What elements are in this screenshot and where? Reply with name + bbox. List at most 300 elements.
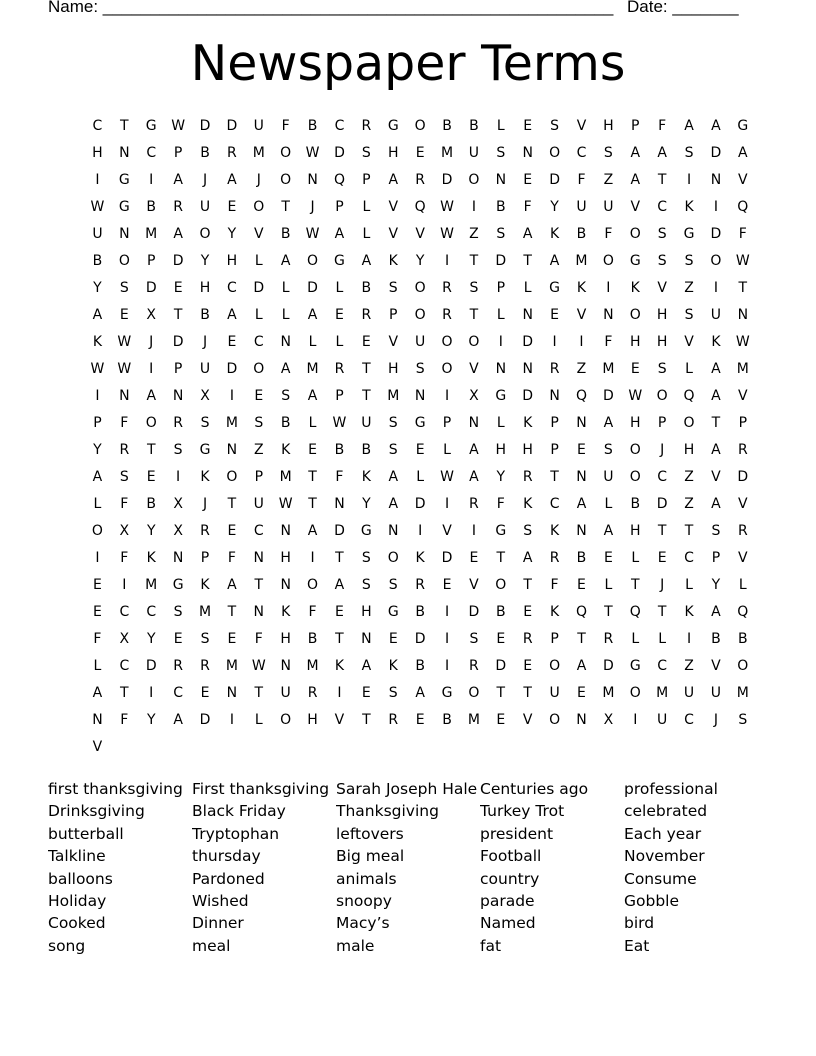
- grid-letter: P: [93, 415, 102, 431]
- grid-letter: N: [576, 523, 587, 539]
- grid-letter: S: [361, 550, 371, 566]
- word-list-item: Big meal: [336, 847, 405, 866]
- grid-letter: E: [496, 631, 506, 647]
- grid-letter: B: [200, 145, 210, 161]
- grid-letter: L: [93, 658, 102, 674]
- grid-letter: T: [657, 604, 667, 620]
- grid-letter: N: [253, 604, 265, 620]
- grid-letter: O: [549, 712, 561, 728]
- grid-letter: O: [629, 307, 641, 323]
- grid-letter: F: [523, 199, 532, 215]
- grid-letter: K: [549, 226, 560, 242]
- grid-letter: J: [256, 172, 261, 188]
- grid-letter: I: [713, 199, 718, 215]
- grid-letter: G: [387, 604, 399, 620]
- grid-letter: J: [202, 334, 208, 350]
- grid-letter: S: [361, 145, 371, 161]
- grid-letter: B: [738, 631, 748, 647]
- grid-letter: S: [119, 280, 129, 296]
- grid-letter: N: [280, 577, 291, 593]
- grid-letter: L: [443, 442, 451, 458]
- grid-letter: B: [469, 118, 479, 134]
- grid-letter: H: [307, 712, 318, 728]
- grid-letter: P: [389, 307, 398, 323]
- grid-letter: T: [604, 604, 613, 620]
- grid-letter: P: [254, 469, 264, 485]
- grid-letter: N: [710, 172, 722, 188]
- grid-letter: E: [523, 172, 533, 188]
- grid-letter: B: [334, 442, 345, 458]
- grid-letter: I: [176, 469, 181, 485]
- word-list-item: leftovers: [336, 824, 404, 843]
- worksheet-header: [48, 0, 748, 19]
- word-list-item: Tryptophan: [192, 824, 280, 843]
- grid-letter: S: [738, 712, 748, 728]
- grid-letter: T: [254, 685, 264, 701]
- grid-letter: P: [200, 550, 210, 566]
- grid-letter: V: [469, 361, 479, 377]
- grid-letter: O: [602, 253, 614, 269]
- grid-letter: L: [496, 307, 505, 323]
- grid-letter: D: [737, 469, 749, 485]
- grid-letter: E: [523, 604, 533, 620]
- grid-letter: Y: [362, 496, 371, 512]
- grid-letter: H: [387, 361, 399, 377]
- grid-letter: S: [469, 280, 479, 296]
- grid-letter: S: [119, 469, 129, 485]
- grid-letter: H: [629, 523, 641, 539]
- grid-letter: H: [226, 253, 238, 269]
- grid-letter: G: [629, 658, 641, 674]
- grid-letter: U: [199, 361, 211, 377]
- grid-letter: Y: [146, 631, 156, 647]
- grid-letter: M: [145, 577, 158, 593]
- grid-letter: K: [281, 604, 291, 620]
- word-list-item: Consume: [624, 869, 697, 888]
- grid-letter: K: [711, 334, 721, 350]
- grid-letter: C: [146, 604, 157, 620]
- grid-letter: G: [737, 118, 749, 134]
- grid-letter: Y: [227, 226, 237, 242]
- grid-letter: V: [254, 226, 264, 242]
- grid-letter: H: [387, 145, 399, 161]
- grid-letter: M: [306, 658, 319, 674]
- grid-letter: B: [415, 604, 425, 620]
- grid-letter: F: [308, 604, 317, 620]
- grid-letter: V: [738, 550, 748, 566]
- grid-letter: J: [713, 712, 718, 728]
- grid-letter: Y: [415, 253, 425, 269]
- grid-letter: I: [444, 253, 450, 269]
- grid-letter: A: [657, 145, 667, 161]
- grid-letter: R: [415, 577, 425, 593]
- word-list-item: Macy’s: [336, 914, 390, 933]
- grid-letter: A: [388, 469, 399, 485]
- grid-letter: K: [523, 496, 533, 512]
- grid-letter: S: [254, 415, 264, 431]
- grid-letter: Z: [603, 172, 614, 188]
- grid-letter: N: [576, 469, 587, 485]
- grid-letter: E: [577, 685, 586, 701]
- grid-letter: E: [630, 361, 640, 377]
- word-list-item: meal: [192, 936, 231, 955]
- grid-letter: O: [468, 334, 480, 350]
- grid-letter: G: [118, 199, 130, 215]
- grid-letter: E: [227, 334, 237, 350]
- grid-letter: E: [415, 712, 425, 728]
- grid-letter: M: [467, 712, 480, 728]
- grid-letter: F: [281, 118, 290, 134]
- grid-letter: D: [226, 361, 238, 377]
- grid-letter: L: [604, 577, 613, 593]
- grid-letter: R: [522, 631, 533, 647]
- word-list-item: November: [624, 847, 705, 866]
- grid-letter: N: [737, 307, 749, 323]
- grid-letter: S: [388, 415, 398, 431]
- grid-letter: A: [711, 118, 721, 134]
- grid-letter: W: [440, 199, 454, 215]
- grid-letter: K: [549, 523, 560, 539]
- grid-letter: E: [227, 631, 237, 647]
- grid-letter: K: [200, 469, 210, 485]
- grid-letter: P: [657, 415, 667, 431]
- grid-letter: B: [576, 226, 587, 242]
- grid-letter: L: [362, 226, 371, 242]
- grid-letter: O: [280, 172, 292, 188]
- grid-letter: N: [172, 550, 184, 566]
- grid-letter: A: [227, 307, 237, 323]
- grid-letter: A: [173, 712, 183, 728]
- grid-letter: M: [602, 361, 615, 377]
- grid-letter: N: [576, 712, 587, 728]
- grid-letter: J: [202, 172, 208, 188]
- grid-letter: J: [660, 577, 665, 593]
- grid-letter: T: [308, 469, 317, 485]
- word-list-item: Drinksgiving: [48, 802, 145, 821]
- name-label: Name: ______________________________________________________: [48, 0, 614, 16]
- grid-letter: A: [630, 145, 641, 161]
- grid-letter: B: [361, 280, 372, 296]
- grid-letter: A: [603, 415, 614, 431]
- word-list-item: song: [48, 936, 86, 955]
- grid-letter: R: [200, 523, 210, 539]
- page-title: Newspaper Terms: [190, 35, 626, 92]
- grid-letter: C: [576, 145, 587, 161]
- word-list-item: first thanksgiving: [48, 780, 183, 798]
- grid-letter: M: [387, 388, 400, 404]
- grid-letter: A: [92, 469, 103, 485]
- grid-letter: A: [576, 496, 587, 512]
- word-list-item: Eat: [624, 936, 650, 955]
- grid-letter: S: [603, 145, 613, 161]
- grid-letter: U: [361, 415, 372, 431]
- grid-letter: P: [550, 442, 559, 458]
- grid-letter: J: [660, 442, 665, 458]
- grid-letter: A: [307, 523, 318, 539]
- grid-letter: I: [149, 172, 154, 188]
- grid-letter: T: [657, 172, 667, 188]
- grid-letter: F: [120, 415, 129, 431]
- grid-letter: R: [737, 523, 748, 539]
- grid-letter: O: [307, 577, 319, 593]
- grid-letter: V: [576, 118, 587, 134]
- grid-letter: K: [549, 604, 560, 620]
- grid-letter: O: [468, 172, 480, 188]
- grid-letter: A: [307, 388, 318, 404]
- grid-letter: O: [199, 226, 211, 242]
- grid-letter: S: [200, 415, 210, 431]
- grid-letter: A: [711, 604, 721, 620]
- grid-letter: V: [630, 199, 641, 215]
- grid-letter: N: [307, 172, 318, 188]
- grid-letter: F: [93, 631, 102, 647]
- grid-letter: E: [227, 199, 237, 215]
- grid-letter: N: [334, 496, 345, 512]
- grid-letter: D: [495, 253, 507, 269]
- grid-letter: O: [387, 550, 399, 566]
- grid-letter: L: [416, 469, 425, 485]
- grid-letter: K: [576, 280, 587, 296]
- grid-letter: D: [145, 658, 157, 674]
- grid-letter: A: [227, 577, 237, 593]
- grid-letter: U: [253, 496, 264, 512]
- grid-letter: C: [253, 334, 264, 350]
- grid-letter: B: [442, 712, 452, 728]
- grid-letter: T: [281, 199, 290, 215]
- grid-letter: E: [577, 442, 586, 458]
- grid-letter: B: [92, 253, 103, 269]
- grid-letter: L: [496, 415, 505, 431]
- grid-letter: D: [710, 226, 722, 242]
- grid-letter: S: [388, 577, 398, 593]
- grid-letter: F: [335, 469, 344, 485]
- grid-letter: Q: [737, 199, 749, 215]
- grid-letter: I: [471, 523, 476, 539]
- grid-letter: T: [362, 361, 371, 377]
- grid-letter: S: [684, 253, 694, 269]
- grid-letter: X: [469, 388, 479, 404]
- grid-letter: V: [469, 577, 479, 593]
- grid-letter: E: [442, 577, 452, 593]
- grid-letter: N: [119, 145, 130, 161]
- grid-letter: V: [738, 496, 748, 512]
- grid-letter: C: [657, 199, 668, 215]
- grid-letter: G: [334, 253, 345, 269]
- grid-letter: O: [91, 523, 103, 539]
- grid-letter: N: [280, 334, 291, 350]
- grid-letter: N: [522, 307, 533, 323]
- grid-letter: D: [602, 658, 614, 674]
- grid-letter: W: [628, 388, 643, 404]
- grid-letter: B: [442, 118, 452, 134]
- grid-letter: L: [362, 199, 371, 215]
- grid-letter: M: [279, 469, 292, 485]
- grid-letter: T: [227, 496, 237, 512]
- grid-letter: S: [657, 253, 667, 269]
- grid-letter: D: [441, 172, 453, 188]
- grid-letter: B: [711, 631, 721, 647]
- grid-letter: U: [253, 118, 264, 134]
- grid-letter: E: [523, 658, 533, 674]
- grid-letter: E: [308, 442, 317, 458]
- grid-letter: L: [254, 307, 263, 323]
- grid-letter: A: [173, 172, 183, 188]
- grid-letter: O: [280, 145, 292, 161]
- grid-letter: C: [657, 658, 668, 674]
- grid-letter: A: [603, 523, 614, 539]
- grid-letter: T: [711, 415, 721, 431]
- grid-letter: W: [735, 334, 750, 350]
- grid-letter: P: [631, 118, 640, 134]
- grid-letter: M: [656, 685, 669, 701]
- grid-letter: L: [496, 118, 505, 134]
- grid-letter: L: [254, 712, 263, 728]
- grid-letter: U: [280, 685, 291, 701]
- grid-letter: A: [549, 253, 560, 269]
- grid-letter: R: [442, 307, 452, 323]
- grid-letter: V: [415, 226, 425, 242]
- word-list-item: Black Friday: [192, 802, 286, 821]
- grid-letter: I: [633, 712, 638, 728]
- grid-letter: L: [685, 361, 693, 377]
- grid-letter: E: [415, 145, 425, 161]
- grid-letter: I: [471, 199, 476, 215]
- grid-letter: H: [629, 415, 641, 431]
- grid-letter: O: [468, 685, 480, 701]
- grid-letter: I: [337, 685, 342, 701]
- grid-letter: M: [225, 658, 238, 674]
- grid-letter: V: [738, 388, 748, 404]
- word-list-item: Named: [480, 914, 536, 933]
- grid-letter: G: [199, 442, 211, 458]
- grid-letter: V: [522, 712, 533, 728]
- word-list-item: Football: [480, 847, 542, 866]
- grid-letter: O: [118, 253, 130, 269]
- grid-letter: W: [90, 361, 105, 377]
- grid-letter: S: [657, 361, 667, 377]
- word-list-item: thursday: [192, 847, 261, 866]
- grid-letter: M: [145, 226, 158, 242]
- grid-letter: V: [388, 199, 399, 215]
- grid-letter: E: [657, 550, 667, 566]
- grid-letter: S: [388, 280, 398, 296]
- grid-letter: R: [361, 118, 372, 134]
- grid-letter: G: [549, 280, 561, 296]
- grid-letter: M: [575, 253, 588, 269]
- grid-letter: V: [334, 712, 345, 728]
- grid-letter: T: [523, 577, 532, 593]
- grid-letter: G: [495, 523, 507, 539]
- grid-letter: C: [119, 604, 130, 620]
- grid-letter: E: [388, 631, 398, 647]
- grid-letter: A: [711, 388, 721, 404]
- grid-letter: S: [496, 145, 506, 161]
- word-list-item: animals: [336, 869, 397, 888]
- grid-letter: L: [308, 334, 317, 350]
- grid-letter: S: [603, 442, 613, 458]
- grid-letter: G: [629, 253, 641, 269]
- grid-letter: Q: [737, 604, 749, 620]
- grid-letter: X: [173, 523, 183, 539]
- grid-letter: R: [442, 280, 452, 296]
- grid-letter: C: [227, 280, 237, 296]
- word-list-item: Holiday: [48, 891, 107, 910]
- grid-letter: O: [414, 118, 426, 134]
- grid-letter: W: [278, 496, 293, 512]
- grid-letter: C: [549, 496, 560, 512]
- grid-letter: C: [684, 550, 694, 566]
- grid-letter: I: [444, 388, 450, 404]
- grid-letter: S: [281, 388, 291, 404]
- grid-letter: S: [711, 523, 721, 539]
- grid-letter: T: [684, 523, 694, 539]
- word-list-item: First thanksgiving: [192, 780, 330, 798]
- grid-letter: I: [418, 523, 423, 539]
- grid-letter: R: [227, 145, 237, 161]
- grid-letter: A: [711, 361, 721, 377]
- grid-letter: R: [173, 658, 183, 674]
- grid-letter: L: [604, 496, 613, 512]
- grid-letter: C: [334, 118, 345, 134]
- grid-letter: S: [200, 631, 210, 647]
- grid-letter: H: [656, 307, 668, 323]
- grid-letter: V: [576, 307, 587, 323]
- word-list-item: Dinner: [192, 914, 244, 933]
- grid-letter: W: [90, 199, 105, 215]
- grid-letter: I: [686, 172, 692, 188]
- grid-letter: P: [550, 415, 559, 431]
- grid-letter: N: [172, 388, 184, 404]
- grid-letter: D: [549, 172, 560, 188]
- grid-letter: D: [172, 334, 184, 350]
- grid-letter: I: [149, 685, 154, 701]
- grid-letter: U: [657, 712, 668, 728]
- grid-letter: R: [388, 712, 399, 728]
- grid-letter: A: [388, 496, 399, 512]
- grid-letter: S: [173, 442, 183, 458]
- grid-letter: R: [469, 658, 479, 674]
- grid-letter: M: [225, 415, 238, 431]
- grid-letter: A: [280, 253, 291, 269]
- grid-letter: O: [253, 361, 265, 377]
- word-list-item: Each year: [624, 824, 702, 843]
- grid-letter: I: [579, 334, 584, 350]
- grid-letter: M: [440, 145, 454, 161]
- grid-letter: D: [710, 145, 722, 161]
- grid-letter: U: [549, 685, 560, 701]
- grid-letter: I: [444, 604, 450, 620]
- grid-letter: X: [119, 523, 130, 539]
- grid-letter: A: [738, 145, 748, 161]
- grid-letter: P: [711, 550, 721, 566]
- grid-letter: A: [388, 172, 399, 188]
- word-list-item: Turkey Trot: [480, 802, 565, 821]
- grid-letter: F: [604, 226, 613, 242]
- grid-letter: T: [362, 388, 371, 404]
- grid-letter: B: [146, 496, 157, 512]
- grid-letter: S: [550, 118, 560, 134]
- grid-letter: T: [120, 685, 129, 701]
- word-list-item: Talkline: [48, 847, 106, 866]
- grid-letter: H: [92, 145, 103, 161]
- grid-letter: V: [657, 280, 667, 296]
- grid-letter: D: [414, 631, 426, 647]
- grid-letter: V: [684, 334, 694, 350]
- grid-letter: E: [254, 388, 264, 404]
- grid-letter: I: [95, 172, 100, 188]
- grid-letter: E: [496, 712, 506, 728]
- grid-letter: S: [523, 523, 533, 539]
